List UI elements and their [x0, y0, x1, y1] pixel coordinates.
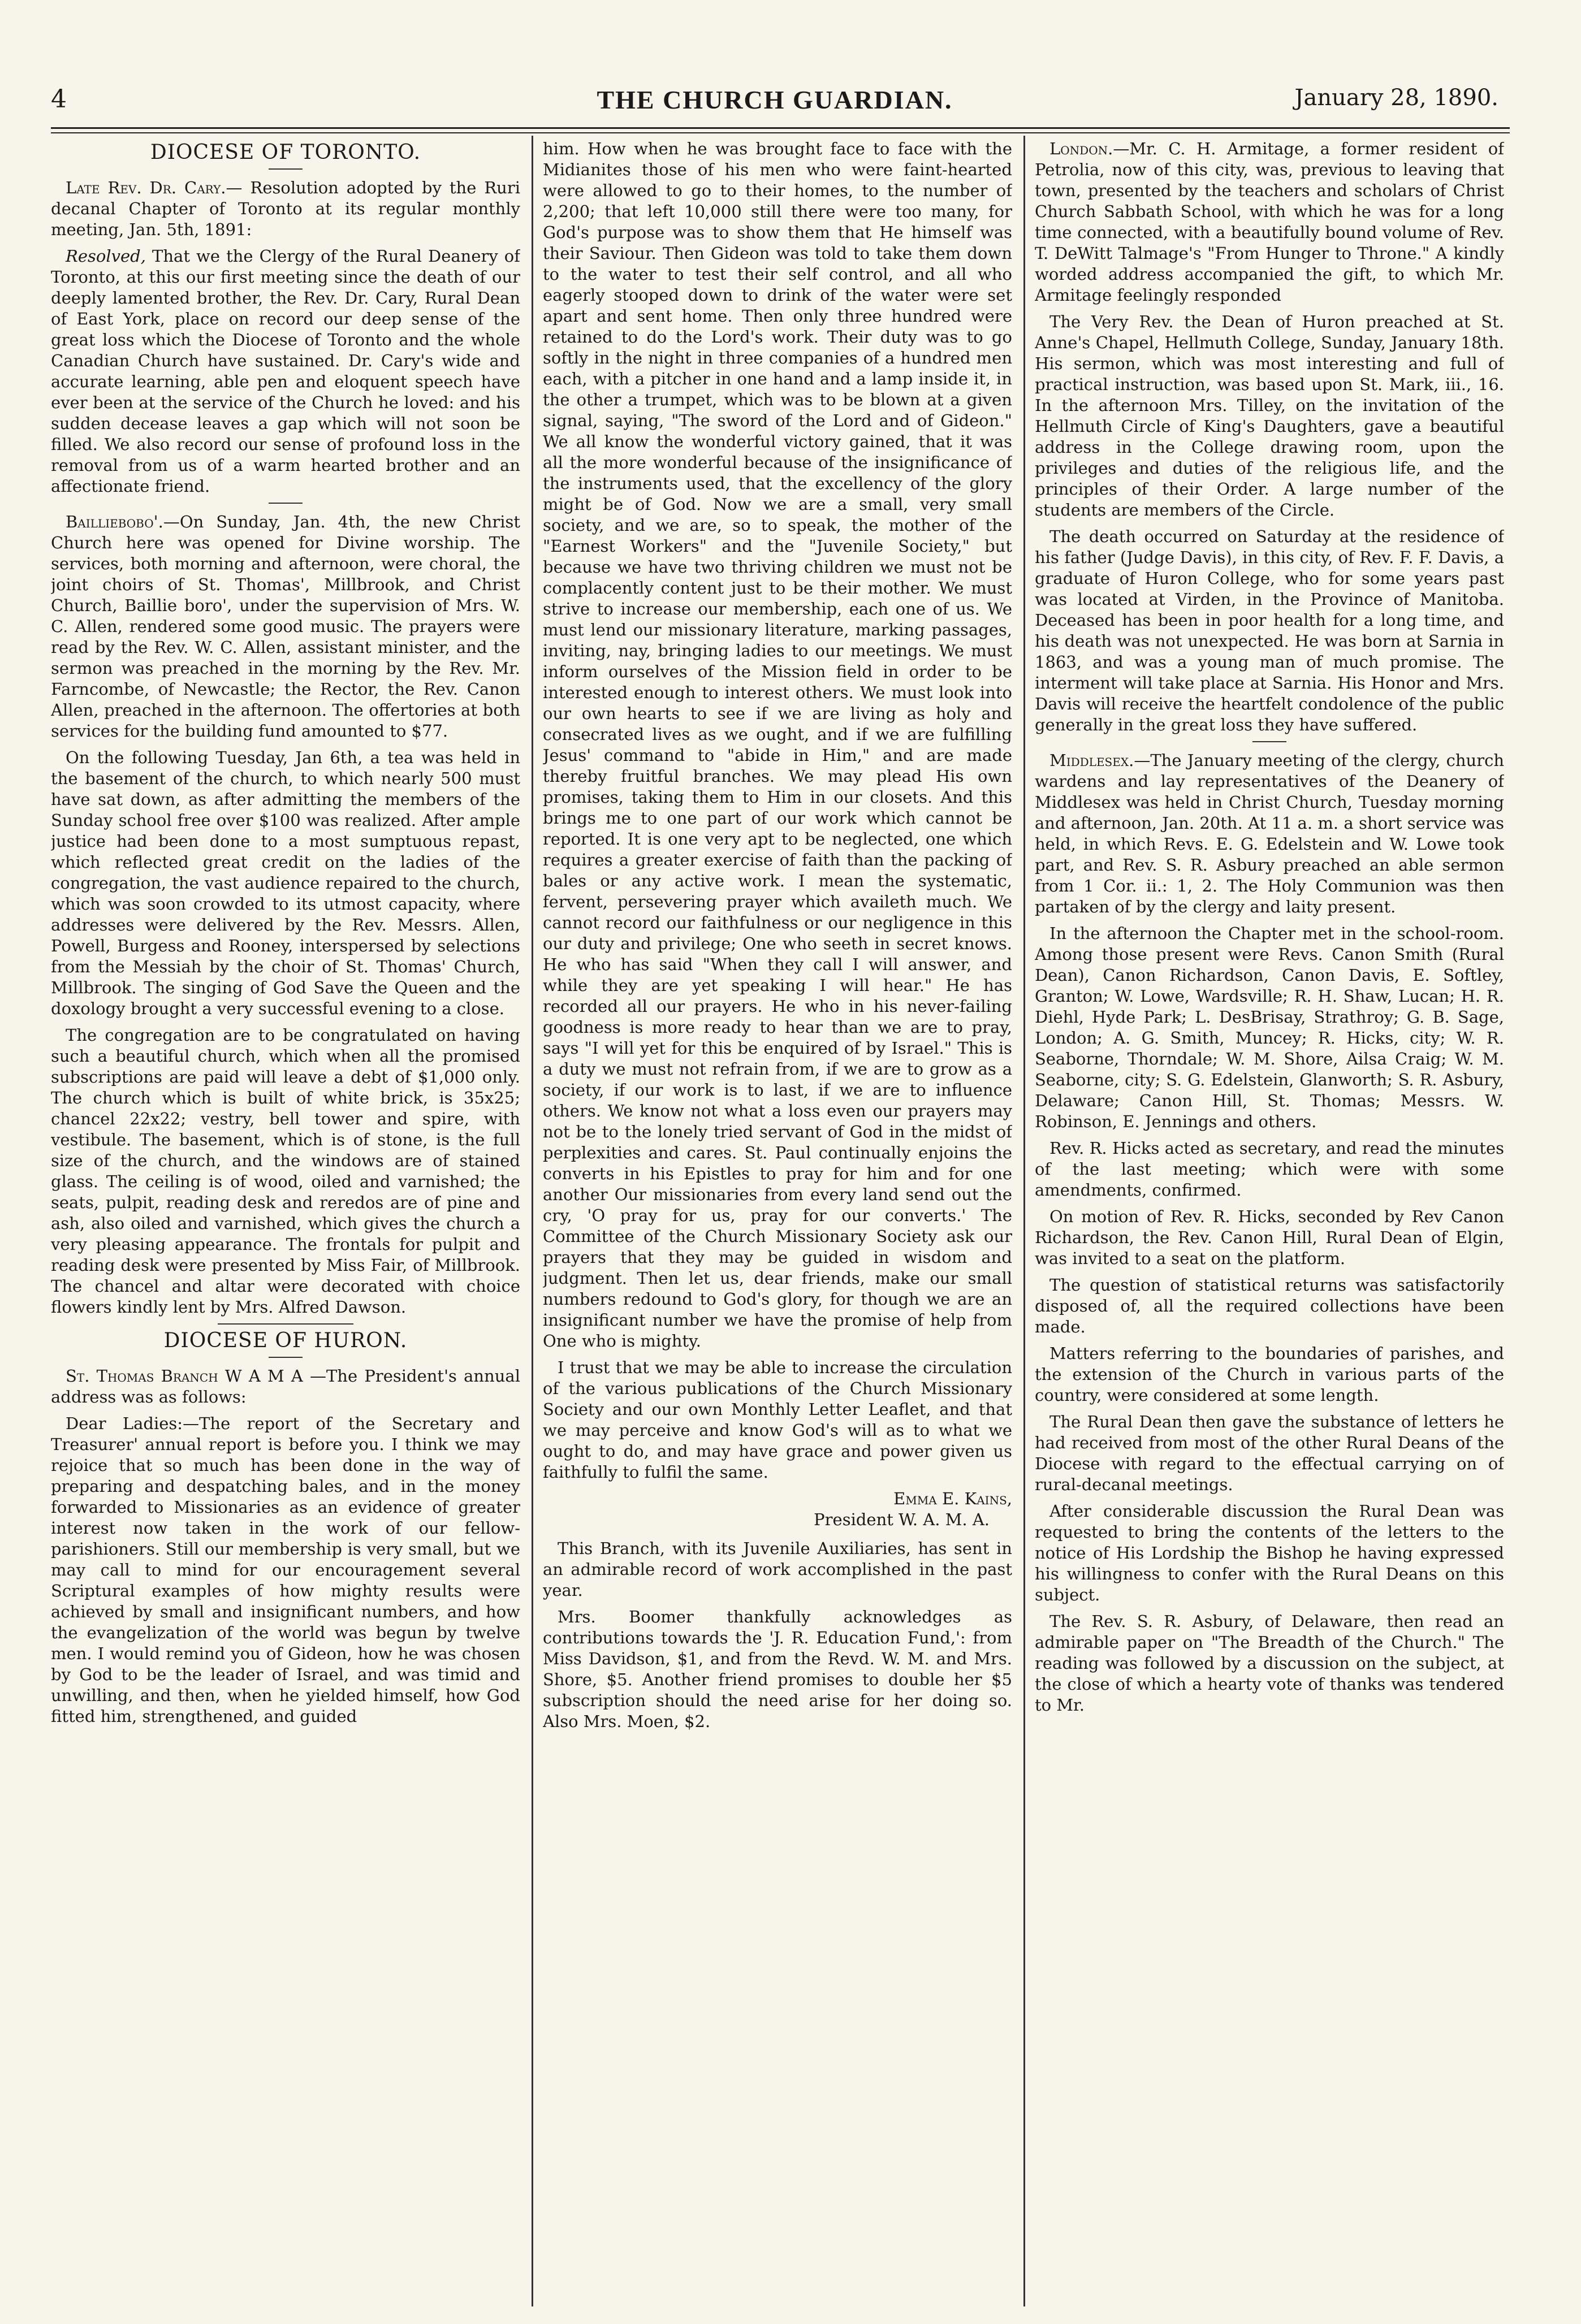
article-paragraph: On motion of Rev. R. Hicks, seconded by Rev Canon Richardson, the Rev. Canon Hill, Rural Dean of Elgin, was invited to a seat on the platform. [1035, 1207, 1504, 1268]
heading-rule [269, 168, 303, 170]
article-paragraph: him. How when he was brought face to face with the Midianites those of his men who were faint-hearted were allowed to go to their homes, to the number of 2,200; that left 10,000 still there were too many, for God's purpose was to show them that He himself was their Saviour. Then Gideon was told to take them down to the water to test their self control, and all who eagerly stooped down to drink of the water were set apart and sent home. Then only three hundred were retained to do the Lord's work. Their duty was to go softly in the night in three companies of a hundred men each, with a pitcher in one hand and a lamp inside it, in the other a trumpet, which was to be blown at a given signal, saying, "The sword of the Lord and of Gideon." We all know the wonderful victory gained, that it was all the more wonderful because of the insignificance of the instruments used, that the excellency of the glory might be of God. Now we are a small, very small society, and we are, so to speak, the mother of the "Earnest Workers" and the "Juvenile Society," but because we have two thriving children we must not be complacently content just to be their mother. We must strive to increase our membership, each one of us. We must lend our missionary literature, marking passages, inviting, nay, bringing ladies to our meetings. We must inform ourselves of the Mission field in order to be interested enough to interest others. We must look into our own hearts to see if we are living as holy and consecrated lives as we ought, and if we are fulfilling Jesus' command to "abide in Him," and are made thereby fruitful branches. We may plead His own promises, taking them to Him in our closets. And this brings me to one part of our work which cannot be reported. It is one very apt to be neglected, one which requires a greater exercise of faith than the packing of bales or any active work. I mean the systematic, fervent, persevering prayer which availeth much. We cannot record our faithfulness or our negligence in this our duty and privilege; One who seeth in secret knows. He who has said "When they call I will answer, and while they are yet speaking I will hear." He has recorded all our prayers. He who in his never-failing goodness is more ready to hear than we are to pray, says "I will yet for this be enquired of by Israel." This is a duty we must not refrain from, if we are to grow as a society, if our work is to last, if we are to influence others. We know not what a loss even our prayers may not be to the lonely tried servant of God in the midst of perplexities and cares. St. Paul continually enjoins the converts in his Epistles to pray for him and for one another Our missionaries from every land send out the cry, 'O pray for us, pray for our converts.' The Committee of the Church Missionary Society ask our prayers that they may be guided in wisdom and judgment. Then let us, dear friends, make our small numbers redound to God's glory, for though we are an insignificant number we have the promise of help from One who is mighty. [543, 139, 1012, 1351]
article-lead: St. Thomas Branch [66, 1366, 218, 1386]
signature-name [543, 1488, 1012, 1509]
article-text: That we the Clergy of the Rural Deanery of Toronto, at this our first meeting since the death of our deeply lamented brother, the Rev. Dr. Cary, Rural Dean of East York, place on record our deep sense of the great loss which the Diocese of Toronto and the whole Canadian Church have sustained. Dr. Cary's wide and accurate learning, able pen and eloquent speech have ever been at the service of the Church he loved: and his sudden decease leaves a gap which will not soon be filled. We also record our sense of profound loss in the removal from us of a warm hearted brother and an affectionate friend. [51, 246, 520, 496]
article-paragraph: This Branch, with its Juvenile Auxiliaries, has sent in an admirable record of work accomplished in the past year. [543, 1539, 1012, 1600]
article-rule [269, 503, 303, 504]
issue-date: January 28, 1890. [1294, 85, 1498, 111]
article-paragraph: After considerable discussion the Rural Dean was requested to bring the contents of the letters to the notice of His Lordship the Bishop he having expressed his willingness to confer with the Rural Deans on this subject. [1035, 1501, 1504, 1604]
article-paragraph: In the afternoon the Chapter met in the school-room. Among those present were Revs. Canon Smith (Rural Dean), Canon Richardson, Canon Davis, E. Softley, Granton; W. Lowe, Wardsville; R. H. Shaw, Lucan; H. R. Diehl, Hyde Park; L. DesBrisay, Strathroy; G. B. Sage, London; A. G. Smith, Muncey; R. Hicks, city; W. R. Seaborne, Thorndale; W. M. Shore, Ailsa Craig; W. M. Seaborne, city; S. G. Edelstein, Glanworth; S. R. Asbury, Delaware; Canon Hill, St. Thomas; Messrs. W. Robinson, E. Jennings and others. [1035, 924, 1504, 1131]
article-paragraph [51, 178, 520, 240]
article-lead: Resolved, [66, 246, 146, 266]
article-text: — Resolution adopted by the Ruri decanal Chapter of Toronto at its regular monthly meeting, Jan. 5th, 1891: [51, 178, 520, 239]
signature-name-text: Emma E. Kains, [893, 1489, 1012, 1508]
section-heading-huron: DIOCESE OF HURON. [163, 1329, 408, 1352]
article-paragraph: Dear Ladies:—The report of the Secretary and Treasurer' annual report is before you. I think we may rejoice that so much has been done in the way of preparing and despatching bales, and in the money forwarded to Missionaries as an evidence of greater interest now taken in the work of our fellow-parishioners. Still our membership is very small, but we may call to mind for our encouragement several Scriptural examples of how mighty results were achieved by small and insignificant numbers, and how the evangelization of the world was begun by twelve men. I would remind you of Gideon, how he was chosen by God to be the leader of Israel, and was timid and unwilling, and then, when he yielded himself, how God fitted him, strengthened, and guided [51, 1414, 520, 1726]
masthead-rule [51, 127, 1510, 133]
article-lead: Middlesex. [1049, 751, 1134, 770]
article-lead: Late Rev. Dr. Cary. [66, 178, 226, 197]
newspaper-title: THE CHURCH GUARDIAN. [597, 85, 953, 114]
column-3 [1035, 139, 1504, 2304]
article-paragraph: The Rev. S. R. Asbury, of Delaware, then read an admirable paper on "The Breadth of the Church." The reading was followed by a discussion on the subject, at the close of which a hearty vote of thanks was tendered to Mr. [1035, 1612, 1504, 1715]
article-lead: London. [1049, 139, 1113, 158]
section-heading-toronto: DIOCESE OF TORONTO. [150, 141, 421, 164]
article-paragraph: Matters referring to the boundaries of parishes, and the extension of the Church in various parts of the country, were considered at some length. [1035, 1344, 1504, 1405]
signature-title: President W. A. M. A. [814, 1510, 990, 1529]
article-paragraph: The Very Rev. the Dean of Huron preached at St. Anne's Chapel, Hellmuth College, Sunday, January 18th. His sermon, which was most interesting and full of practical instruction, was based upon St. Mark, iii., 16. In the afternoon Mrs. Tilley, on the invitation of the Hellmuth Circle of King's Daughters, gave a beautiful address in the College drawing room, upon the privileges and duties of the religious life, and the principles of their Order. A large number of the students are members of the Circle. [1035, 312, 1504, 520]
article-paragraph [1035, 750, 1504, 918]
article-paragraph: The Rural Dean then gave the substance of letters he had received from most of the other Rural Deans of the Diocese with regard to the effectual carrying on of rural-decanal meetings. [1035, 1412, 1504, 1494]
article-paragraph [51, 1366, 520, 1408]
article-paragraph [1035, 139, 1504, 306]
heading-rule [269, 1357, 303, 1358]
article-lead: Bailliebobo'. [66, 512, 163, 531]
article-paragraph: Mrs. Boomer thankfully acknowledges as contributions towards the 'J. R. Education Fund,': from Miss Davidson, $1, and from the Revd. W. M. and Mrs. Shore, $5. Another friend promises to double her $5 subscription should the need arise for her doing so. Also Mrs. Moen, $2. [543, 1607, 1012, 1731]
column-divider [1023, 136, 1025, 2306]
article-paragraph: I trust that we may be able to increase the circulation of the various publications of the Church Missionary Society and our own Monthly Letter Leaflet, and that we may perceive and know God's will as to what we ought to do, and may have grace and power given us faithfully to fulfil the same. [543, 1358, 1012, 1482]
section-rule [218, 1323, 353, 1325]
article-text: —The January meeting of the clergy, church wardens and lay representatives of the Deanery of Middlesex was held in Christ Church, Tuesday morning and afternoon, Jan. 20th. At 11 a. m. a short service was held, in which Revs. E. G. Edelstein and W. Lowe took part, and Rev. S. R. Asbury preached an able sermon from 1 Cor. ii.: 1, 2. The Holy Communion was then partaken of by the clergy and laity present. [1035, 751, 1504, 916]
article-paragraph: On the following Tuesday, Jan 6th, a tea was held in the basement of the church, to which nearly 500 must have sat down, as after admitting the members of the Sunday school free over $100 was realized. After ample justice had been done to a most sumptuous repast, which reflected great credit on the ladies of the congregation, the vast audience repaired to the church, which was soon crowded to its utmost capacity, where addresses were delivered by the Rev. Messrs. Allen, Powell, Burgess and Rooney, interspersed by selections from the Messiah by the choir of St. Thomas' Church, Millbrook. The singing of God Save the Queen and the doxology brought a very successful evening to a close. [51, 748, 520, 1018]
article-text: W A M A —The President's annual address was as follows: [51, 1366, 520, 1406]
article-text: —On Sunday, Jan. 4th, the new Christ Church here was opened for Divine worship. The services, both morning and afternoon, were choral, the joint choirs of St. Thomas', Millbrook, and Christ Church, Baillie boro', under the supervision of Mrs. W. C. Allen, rendered some good music. The prayers were read by the Rev. W. C. Allen, assistant minister, and the sermon was preached in the morning by the Rev. Mr. Farncombe, of Newcastle; the Rector, the Rev. Canon Allen, preached in the afternoon. The offertories at both services for the building fund amounted to $77. [51, 512, 520, 741]
column-divider [532, 136, 533, 2306]
article-rule [1252, 741, 1286, 742]
article-paragraph: The question of statistical returns was satisfactorily disposed of, all the required collections have been made. [1035, 1275, 1504, 1336]
article-paragraph: The congregation are to be congratulated on having such a beautiful church, which when all the promised subscriptions are paid will leave a debt of $1,000 only. The church which is built of white brick, is 35x25; chancel 22x22; vestry, bell tower and spire, with vestibule. The basement, which is of stone, is the full size of the church, and the windows are of stained glass. The ceiling is of wood, oiled and varnished; the seats, pulpit, reading desk and reredos are of pine and ash, also oiled and varnished, which gives the church a very pleasing appearance. The frontals for pulpit and reading desk were presented by Miss Fair, of Millbrook. The chancel and altar were decorated with choice flowers kindly lent by Mrs. Alfred Dawson. [51, 1025, 520, 1317]
article-paragraph: The death occurred on Saturday at the residence of his father (Judge Davis), in this city, of Rev. F. F. Davis, a graduate of Huron College, who for some years past was located at Virden, in the Province of Manitoba. Deceased has been in poor health for a long time, and his death was not unexpected. He was born at Sarnia in 1863, and was a young man of much promise. The interment will take place at Sarnia. His Honor and Mrs. Davis will receive the heartfelt condolence of the public generally in the great loss they have suffered. [1035, 527, 1504, 734]
article-paragraph: Rev. R. Hicks acted as secretary, and read the minutes of the last meeting; which were with some amendments, confirmed. [1035, 1139, 1504, 1200]
article-paragraph [51, 246, 520, 497]
page-number: 4 [51, 85, 67, 114]
column-2 [543, 139, 1012, 2304]
article-paragraph [51, 512, 520, 742]
column-1 [51, 139, 520, 2304]
article-text: —Mr. C. H. Armitage, a former resident of Petrolia, now of this city, was, previous to leaving that town, presented by the teachers and scholars of Christ Church Sabbath School, with which he was for a long time connected, with a beautifully bound volume of Rev. T. DeWitt Talmage's "From Hunger to Throne." A kindly worded address accompanied the gift, to which Mr. Armitage feelingly responded [1035, 139, 1504, 305]
